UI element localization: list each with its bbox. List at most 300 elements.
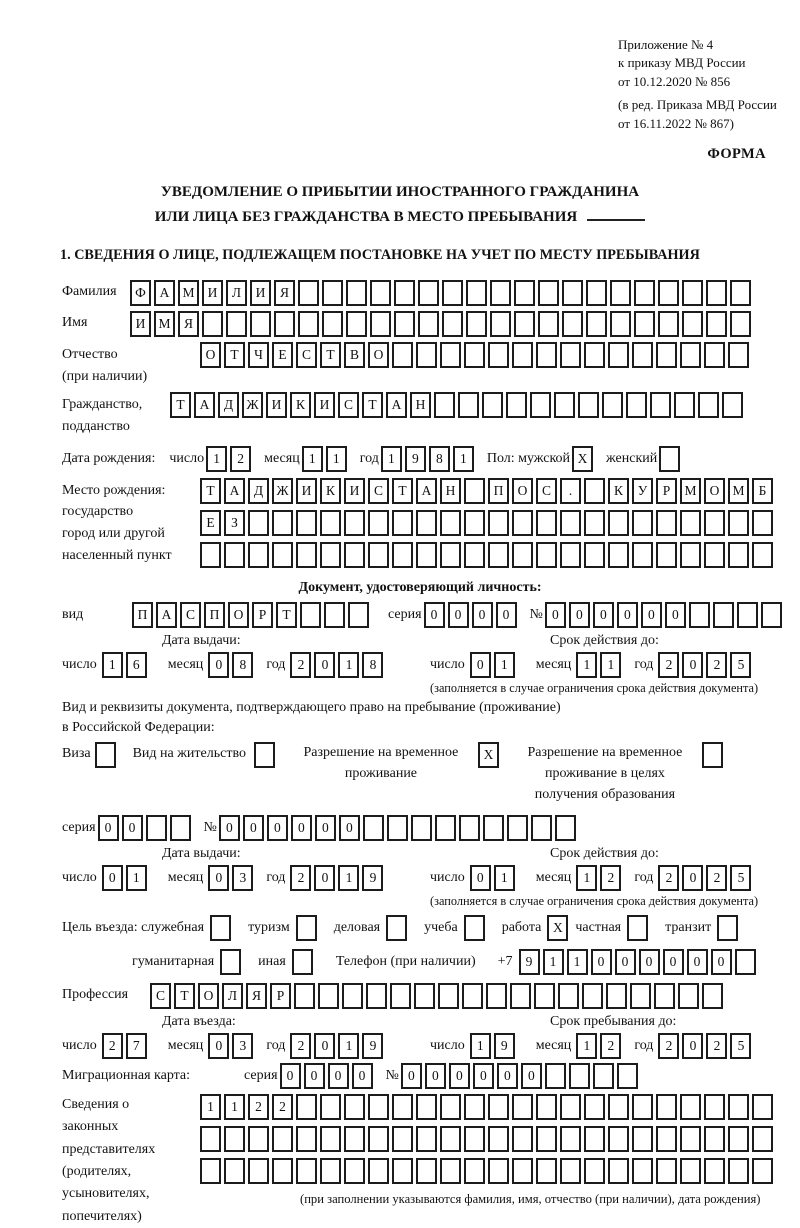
char-cell[interactable]: [728, 510, 749, 536]
char-cell[interactable]: 1: [576, 1033, 597, 1059]
char-cell[interactable]: 0: [314, 652, 335, 678]
char-cell[interactable]: 5: [730, 1033, 751, 1059]
char-cell[interactable]: [320, 1094, 341, 1120]
char-cell[interactable]: [558, 983, 579, 1009]
char-cell[interactable]: [728, 342, 749, 368]
char-cell[interactable]: [418, 280, 439, 306]
char-cell[interactable]: [702, 742, 723, 768]
char-cell[interactable]: В: [344, 342, 365, 368]
char-cell[interactable]: Н: [410, 392, 431, 418]
char-cell[interactable]: 0: [208, 652, 229, 678]
char-cell[interactable]: 2: [230, 446, 251, 472]
char-cell[interactable]: 1: [567, 949, 588, 975]
char-cell[interactable]: [531, 815, 552, 841]
char-cell[interactable]: [488, 1094, 509, 1120]
char-cell[interactable]: 0: [569, 602, 590, 628]
char-cell[interactable]: П: [204, 602, 225, 628]
char-cell[interactable]: [344, 1158, 365, 1184]
char-cell[interactable]: [483, 815, 504, 841]
char-cell[interactable]: 0: [615, 949, 636, 975]
char-cell[interactable]: [510, 983, 531, 1009]
char-cell[interactable]: 0: [663, 949, 684, 975]
char-cell[interactable]: 0: [496, 602, 517, 628]
char-cell[interactable]: [95, 742, 116, 768]
char-cell[interactable]: [440, 542, 461, 568]
char-cell[interactable]: [555, 815, 576, 841]
char-cell[interactable]: [322, 311, 343, 337]
char-cell[interactable]: [368, 1158, 389, 1184]
char-cell[interactable]: О: [368, 342, 389, 368]
char-cell[interactable]: [545, 1063, 566, 1089]
char-cell[interactable]: [272, 1158, 293, 1184]
char-cell[interactable]: [514, 311, 535, 337]
char-cell[interactable]: [440, 1126, 461, 1152]
char-cell[interactable]: 0: [267, 815, 288, 841]
char-cell[interactable]: [506, 392, 527, 418]
char-cell[interactable]: [342, 983, 363, 1009]
char-cell[interactable]: [656, 342, 677, 368]
char-cell[interactable]: [650, 392, 671, 418]
char-cell[interactable]: 1: [200, 1094, 221, 1120]
char-cell[interactable]: [320, 510, 341, 536]
char-cell[interactable]: [366, 983, 387, 1009]
char-cell[interactable]: [458, 392, 479, 418]
char-cell[interactable]: 0: [401, 1063, 422, 1089]
char-cell[interactable]: [344, 510, 365, 536]
char-cell[interactable]: [416, 1094, 437, 1120]
char-cell[interactable]: 3: [232, 1033, 253, 1059]
char-cell[interactable]: 0: [424, 602, 445, 628]
char-cell[interactable]: [608, 1158, 629, 1184]
char-cell[interactable]: [507, 815, 528, 841]
char-cell[interactable]: 0: [243, 815, 264, 841]
char-cell[interactable]: [411, 815, 432, 841]
char-cell[interactable]: [488, 542, 509, 568]
char-cell[interactable]: [680, 1126, 701, 1152]
char-cell[interactable]: 1: [453, 446, 474, 472]
char-cell[interactable]: О: [512, 478, 533, 504]
char-cell[interactable]: .: [560, 478, 581, 504]
char-cell[interactable]: [584, 1126, 605, 1152]
char-cell[interactable]: [512, 510, 533, 536]
char-cell[interactable]: 1: [576, 652, 597, 678]
char-cell[interactable]: А: [156, 602, 177, 628]
char-cell[interactable]: 2: [658, 865, 679, 891]
char-cell[interactable]: 2: [706, 865, 727, 891]
char-cell[interactable]: [713, 602, 734, 628]
char-cell[interactable]: [435, 815, 456, 841]
char-cell[interactable]: [706, 311, 727, 337]
char-cell[interactable]: [608, 510, 629, 536]
char-cell[interactable]: [632, 542, 653, 568]
char-cell[interactable]: Я: [274, 280, 295, 306]
char-cell[interactable]: 0: [521, 1063, 542, 1089]
char-cell[interactable]: 0: [470, 652, 491, 678]
char-cell[interactable]: Я: [178, 311, 199, 337]
char-cell[interactable]: [390, 983, 411, 1009]
char-cell[interactable]: 0: [314, 865, 335, 891]
char-cell[interactable]: [318, 983, 339, 1009]
char-cell[interactable]: [344, 1094, 365, 1120]
char-cell[interactable]: Б: [752, 478, 773, 504]
char-cell[interactable]: [608, 1126, 629, 1152]
char-cell[interactable]: [370, 280, 391, 306]
char-cell[interactable]: [514, 280, 535, 306]
char-cell[interactable]: [488, 1158, 509, 1184]
char-cell[interactable]: [630, 983, 651, 1009]
char-cell[interactable]: М: [178, 280, 199, 306]
char-cell[interactable]: 2: [290, 1033, 311, 1059]
char-cell[interactable]: [296, 510, 317, 536]
char-cell[interactable]: [659, 446, 680, 472]
char-cell[interactable]: [296, 1126, 317, 1152]
char-cell[interactable]: [674, 392, 695, 418]
char-cell[interactable]: 0: [472, 602, 493, 628]
char-cell[interactable]: М: [728, 478, 749, 504]
char-cell[interactable]: С: [338, 392, 359, 418]
char-cell[interactable]: 9: [494, 1033, 515, 1059]
char-cell[interactable]: И: [250, 280, 271, 306]
char-cell[interactable]: Л: [222, 983, 243, 1009]
char-cell[interactable]: [442, 280, 463, 306]
char-cell[interactable]: [394, 280, 415, 306]
char-cell[interactable]: Р: [270, 983, 291, 1009]
char-cell[interactable]: [210, 915, 231, 941]
char-cell[interactable]: [512, 542, 533, 568]
char-cell[interactable]: [414, 983, 435, 1009]
char-cell[interactable]: [534, 983, 555, 1009]
char-cell[interactable]: [554, 392, 575, 418]
char-cell[interactable]: 8: [232, 652, 253, 678]
char-cell[interactable]: [464, 542, 485, 568]
char-cell[interactable]: [512, 1126, 533, 1152]
char-cell[interactable]: [584, 1158, 605, 1184]
char-cell[interactable]: С: [296, 342, 317, 368]
char-cell[interactable]: [416, 542, 437, 568]
char-cell[interactable]: 0: [617, 602, 638, 628]
char-cell[interactable]: [737, 602, 758, 628]
char-cell[interactable]: [680, 510, 701, 536]
char-cell[interactable]: [584, 478, 605, 504]
char-cell[interactable]: 2: [272, 1094, 293, 1120]
char-cell[interactable]: [440, 510, 461, 536]
char-cell[interactable]: [416, 1126, 437, 1152]
char-cell[interactable]: Л: [226, 280, 247, 306]
char-cell[interactable]: [608, 342, 629, 368]
char-cell[interactable]: [440, 1094, 461, 1120]
char-cell[interactable]: 0: [641, 602, 662, 628]
char-cell[interactable]: 2: [658, 1033, 679, 1059]
char-cell[interactable]: [560, 542, 581, 568]
char-cell[interactable]: У: [632, 478, 653, 504]
char-cell[interactable]: [440, 1158, 461, 1184]
char-cell[interactable]: [346, 311, 367, 337]
char-cell[interactable]: [536, 1094, 557, 1120]
char-cell[interactable]: 2: [658, 652, 679, 678]
char-cell[interactable]: 2: [290, 865, 311, 891]
char-cell[interactable]: 0: [687, 949, 708, 975]
char-cell[interactable]: 1: [494, 652, 515, 678]
char-cell[interactable]: И: [266, 392, 287, 418]
char-cell[interactable]: [658, 311, 679, 337]
char-cell[interactable]: [752, 1126, 773, 1152]
char-cell[interactable]: 0: [208, 865, 229, 891]
char-cell[interactable]: [717, 915, 738, 941]
char-cell[interactable]: [146, 815, 167, 841]
char-cell[interactable]: [584, 510, 605, 536]
char-cell[interactable]: Д: [218, 392, 239, 418]
char-cell[interactable]: [586, 280, 607, 306]
char-cell[interactable]: 0: [593, 602, 614, 628]
char-cell[interactable]: [272, 542, 293, 568]
char-cell[interactable]: [296, 542, 317, 568]
char-cell[interactable]: И: [296, 478, 317, 504]
char-cell[interactable]: [752, 1158, 773, 1184]
char-cell[interactable]: [682, 311, 703, 337]
char-cell[interactable]: 0: [665, 602, 686, 628]
char-cell[interactable]: [632, 342, 653, 368]
char-cell[interactable]: 1: [338, 865, 359, 891]
char-cell[interactable]: 0: [682, 865, 703, 891]
char-cell[interactable]: Ф: [130, 280, 151, 306]
char-cell[interactable]: [632, 1158, 653, 1184]
char-cell[interactable]: [704, 342, 725, 368]
char-cell[interactable]: К: [320, 478, 341, 504]
char-cell[interactable]: [582, 983, 603, 1009]
char-cell[interactable]: 9: [405, 446, 426, 472]
char-cell[interactable]: X: [478, 742, 499, 768]
char-cell[interactable]: 0: [314, 1033, 335, 1059]
char-cell[interactable]: [440, 342, 461, 368]
char-cell[interactable]: [392, 1158, 413, 1184]
char-cell[interactable]: Т: [276, 602, 297, 628]
char-cell[interactable]: [536, 510, 557, 536]
char-cell[interactable]: 0: [639, 949, 660, 975]
char-cell[interactable]: [464, 478, 485, 504]
char-cell[interactable]: [224, 1126, 245, 1152]
char-cell[interactable]: [464, 342, 485, 368]
char-cell[interactable]: [730, 311, 751, 337]
char-cell[interactable]: [459, 815, 480, 841]
char-cell[interactable]: [392, 1094, 413, 1120]
char-cell[interactable]: [462, 983, 483, 1009]
char-cell[interactable]: [466, 311, 487, 337]
char-cell[interactable]: [294, 983, 315, 1009]
char-cell[interactable]: 1: [126, 865, 147, 891]
char-cell[interactable]: Ч: [248, 342, 269, 368]
char-cell[interactable]: [250, 311, 271, 337]
char-cell[interactable]: [584, 542, 605, 568]
char-cell[interactable]: Т: [320, 342, 341, 368]
char-cell[interactable]: 1: [302, 446, 323, 472]
char-cell[interactable]: [538, 311, 559, 337]
char-cell[interactable]: А: [386, 392, 407, 418]
char-cell[interactable]: [656, 1126, 677, 1152]
char-cell[interactable]: [344, 542, 365, 568]
char-cell[interactable]: 1: [338, 1033, 359, 1059]
char-cell[interactable]: 1: [600, 652, 621, 678]
char-cell[interactable]: [586, 311, 607, 337]
char-cell[interactable]: Н: [440, 478, 461, 504]
char-cell[interactable]: [656, 510, 677, 536]
char-cell[interactable]: [578, 392, 599, 418]
char-cell[interactable]: [296, 915, 317, 941]
char-cell[interactable]: П: [132, 602, 153, 628]
char-cell[interactable]: С: [150, 983, 171, 1009]
char-cell[interactable]: 0: [448, 602, 469, 628]
char-cell[interactable]: [464, 915, 485, 941]
char-cell[interactable]: [368, 1094, 389, 1120]
char-cell[interactable]: [386, 915, 407, 941]
char-cell[interactable]: 0: [425, 1063, 446, 1089]
char-cell[interactable]: Е: [200, 510, 221, 536]
char-cell[interactable]: [438, 983, 459, 1009]
char-cell[interactable]: М: [154, 311, 175, 337]
char-cell[interactable]: [632, 510, 653, 536]
char-cell[interactable]: [512, 342, 533, 368]
char-cell[interactable]: 9: [362, 865, 383, 891]
char-cell[interactable]: [634, 311, 655, 337]
char-cell[interactable]: [658, 280, 679, 306]
char-cell[interactable]: И: [202, 280, 223, 306]
char-cell[interactable]: [292, 949, 313, 975]
char-cell[interactable]: О: [200, 342, 221, 368]
char-cell[interactable]: [689, 602, 710, 628]
char-cell[interactable]: [752, 510, 773, 536]
char-cell[interactable]: [486, 983, 507, 1009]
char-cell[interactable]: 2: [102, 1033, 123, 1059]
char-cell[interactable]: [608, 1094, 629, 1120]
char-cell[interactable]: 0: [339, 815, 360, 841]
char-cell[interactable]: [464, 1094, 485, 1120]
char-cell[interactable]: [346, 280, 367, 306]
char-cell[interactable]: [536, 342, 557, 368]
char-cell[interactable]: [728, 1094, 749, 1120]
char-cell[interactable]: [200, 1158, 221, 1184]
char-cell[interactable]: Т: [362, 392, 383, 418]
char-cell[interactable]: 1: [102, 652, 123, 678]
char-cell[interactable]: 0: [470, 865, 491, 891]
char-cell[interactable]: А: [194, 392, 215, 418]
char-cell[interactable]: 0: [102, 865, 123, 891]
char-cell[interactable]: 0: [122, 815, 143, 841]
char-cell[interactable]: Я: [246, 983, 267, 1009]
char-cell[interactable]: [416, 342, 437, 368]
char-cell[interactable]: 2: [706, 1033, 727, 1059]
char-cell[interactable]: 1: [494, 865, 515, 891]
char-cell[interactable]: О: [228, 602, 249, 628]
char-cell[interactable]: [682, 280, 703, 306]
char-cell[interactable]: И: [130, 311, 151, 337]
char-cell[interactable]: [706, 280, 727, 306]
char-cell[interactable]: 0: [682, 1033, 703, 1059]
char-cell[interactable]: [536, 1158, 557, 1184]
char-cell[interactable]: [296, 1094, 317, 1120]
char-cell[interactable]: 0: [315, 815, 336, 841]
char-cell[interactable]: 0: [497, 1063, 518, 1089]
char-cell[interactable]: [324, 602, 345, 628]
char-cell[interactable]: [320, 1158, 341, 1184]
char-cell[interactable]: [704, 1126, 725, 1152]
char-cell[interactable]: [728, 1158, 749, 1184]
char-cell[interactable]: 1: [206, 446, 227, 472]
char-cell[interactable]: [680, 1158, 701, 1184]
char-cell[interactable]: А: [154, 280, 175, 306]
char-cell[interactable]: [296, 1158, 317, 1184]
char-cell[interactable]: [416, 1158, 437, 1184]
char-cell[interactable]: [348, 602, 369, 628]
char-cell[interactable]: [274, 311, 295, 337]
char-cell[interactable]: [562, 311, 583, 337]
char-cell[interactable]: [560, 1094, 581, 1120]
char-cell[interactable]: [392, 1126, 413, 1152]
char-cell[interactable]: З: [224, 510, 245, 536]
char-cell[interactable]: [704, 510, 725, 536]
char-cell[interactable]: 0: [545, 602, 566, 628]
char-cell[interactable]: [704, 1094, 725, 1120]
char-cell[interactable]: Т: [174, 983, 195, 1009]
char-cell[interactable]: 0: [591, 949, 612, 975]
char-cell[interactable]: 2: [248, 1094, 269, 1120]
char-cell[interactable]: [418, 311, 439, 337]
char-cell[interactable]: [248, 510, 269, 536]
char-cell[interactable]: Т: [392, 478, 413, 504]
char-cell[interactable]: [300, 602, 321, 628]
char-cell[interactable]: 1: [326, 446, 347, 472]
char-cell[interactable]: [678, 983, 699, 1009]
char-cell[interactable]: [248, 1126, 269, 1152]
char-cell[interactable]: [654, 983, 675, 1009]
char-cell[interactable]: [466, 280, 487, 306]
char-cell[interactable]: 0: [352, 1063, 373, 1089]
char-cell[interactable]: С: [536, 478, 557, 504]
char-cell[interactable]: 7: [126, 1033, 147, 1059]
char-cell[interactable]: К: [608, 478, 629, 504]
char-cell[interactable]: Т: [224, 342, 245, 368]
char-cell[interactable]: [368, 510, 389, 536]
char-cell[interactable]: [617, 1063, 638, 1089]
char-cell[interactable]: [610, 311, 631, 337]
char-cell[interactable]: [488, 510, 509, 536]
char-cell[interactable]: [392, 342, 413, 368]
char-cell[interactable]: [368, 542, 389, 568]
char-cell[interactable]: 9: [519, 949, 540, 975]
char-cell[interactable]: 0: [449, 1063, 470, 1089]
char-cell[interactable]: [680, 342, 701, 368]
char-cell[interactable]: [387, 815, 408, 841]
char-cell[interactable]: Р: [656, 478, 677, 504]
char-cell[interactable]: X: [572, 446, 593, 472]
char-cell[interactable]: [442, 311, 463, 337]
char-cell[interactable]: [602, 392, 623, 418]
char-cell[interactable]: Д: [248, 478, 269, 504]
char-cell[interactable]: Ж: [242, 392, 263, 418]
char-cell[interactable]: [488, 342, 509, 368]
char-cell[interactable]: 1: [224, 1094, 245, 1120]
char-cell[interactable]: 6: [126, 652, 147, 678]
char-cell[interactable]: [704, 542, 725, 568]
char-cell[interactable]: 2: [290, 652, 311, 678]
char-cell[interactable]: 1: [576, 865, 597, 891]
char-cell[interactable]: [224, 542, 245, 568]
char-cell[interactable]: 0: [304, 1063, 325, 1089]
char-cell[interactable]: [560, 342, 581, 368]
char-cell[interactable]: [728, 542, 749, 568]
char-cell[interactable]: 0: [711, 949, 732, 975]
char-cell[interactable]: [488, 1126, 509, 1152]
char-cell[interactable]: 1: [470, 1033, 491, 1059]
char-cell[interactable]: И: [344, 478, 365, 504]
